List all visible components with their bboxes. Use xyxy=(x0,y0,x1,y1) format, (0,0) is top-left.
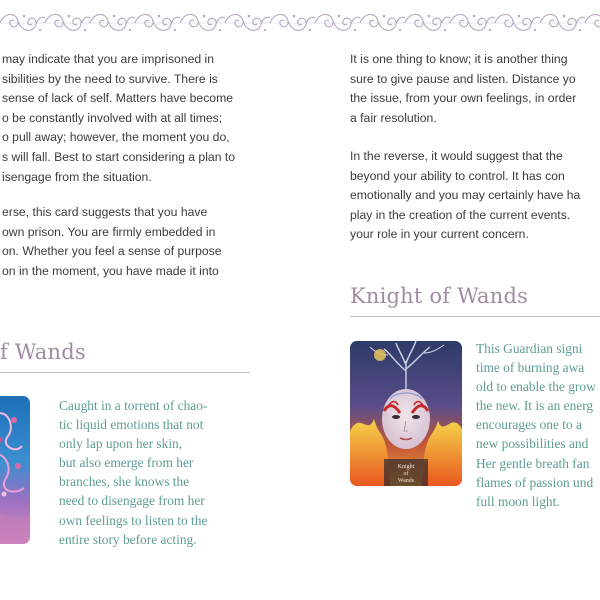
text-line: own prison. You are firmly embedded in xyxy=(2,224,216,239)
text-line: but also emerge from her xyxy=(59,455,194,471)
text-line: own feelings to listen to the xyxy=(59,512,208,528)
card-image-knight-of-wands xyxy=(350,341,462,486)
left-paragraph-1 xyxy=(2,50,235,187)
text-line: the issue, from your own feelings, in order xyxy=(350,91,577,106)
text-line: entire story before acting. xyxy=(59,531,197,547)
text-line: on. Whether you feel a sense of purpose xyxy=(2,244,222,259)
text-line: flames of passion und xyxy=(476,474,594,490)
text-line: sure to give pause and listen. Distance yo xyxy=(350,71,576,86)
text-line: a fair resolution. xyxy=(350,110,437,125)
heading-underline xyxy=(350,316,600,317)
text-line: sense of lack of self. Matters have become xyxy=(2,91,233,106)
text-line: on in the moment, you have made it into xyxy=(2,263,219,278)
right-paragraph-1 xyxy=(350,50,576,128)
right-card-heading: Knight of Wands xyxy=(350,284,529,308)
text-line: isengage from the situation. xyxy=(2,169,152,184)
right-paragraph-2 xyxy=(350,147,580,245)
text-line: old to enable the grow xyxy=(476,379,596,395)
text-line: play in the creation of the current events. xyxy=(350,207,571,222)
text-line: time of burning awa xyxy=(476,360,585,376)
text-line: your role in your current concern. xyxy=(350,227,529,242)
text-line: Her gentle breath fan xyxy=(476,455,590,471)
text-line: branches, she knows the xyxy=(59,474,190,490)
right-card-description xyxy=(476,339,600,511)
card-caption-line: Knight xyxy=(397,464,415,470)
text-line: sibilities by the need to survive. There is xyxy=(2,71,218,86)
text-line: new possibilities and xyxy=(476,436,589,452)
left-card-description xyxy=(59,396,219,549)
text-line: It is one thing to know; it is another thing xyxy=(350,52,568,66)
decorative-swirl-border xyxy=(0,6,600,40)
text-line: erse, this card suggests that you have xyxy=(2,205,208,219)
text-line: the new. It is an energ xyxy=(476,398,594,414)
text-line: emotionally and you may certainly have ha xyxy=(350,188,581,203)
card-caption-line: of xyxy=(403,471,409,477)
text-line: encourages one to a xyxy=(476,417,582,433)
card-caption-line: Wands xyxy=(397,478,415,484)
left-paragraph-2 xyxy=(2,203,222,281)
text-line: full moon light. xyxy=(476,493,560,509)
text-line: beyond your ability to control. It has con xyxy=(350,168,565,183)
text-line: This Guardian signi xyxy=(476,341,583,356)
text-line: Caught in a torrent of chao- xyxy=(59,398,208,413)
left-card-heading: f Wands xyxy=(0,340,86,364)
text-line: o be constantly involved with at all times; xyxy=(2,110,223,125)
text-line: tic liquid emotions that not xyxy=(59,417,204,433)
text-line: need to disengage from her xyxy=(59,493,205,509)
text-line: o pull away; however, the moment you do, xyxy=(2,130,230,145)
card-image-left xyxy=(0,396,30,544)
text-line: s will fall. Best to start considering a plan to xyxy=(2,149,236,164)
text-line: In the reverse, it would suggest that the xyxy=(350,149,563,163)
text-line: only lap upon her skin, xyxy=(59,436,183,452)
text-line: may indicate that you are imprisoned in xyxy=(2,52,215,66)
heading-underline xyxy=(0,372,250,373)
